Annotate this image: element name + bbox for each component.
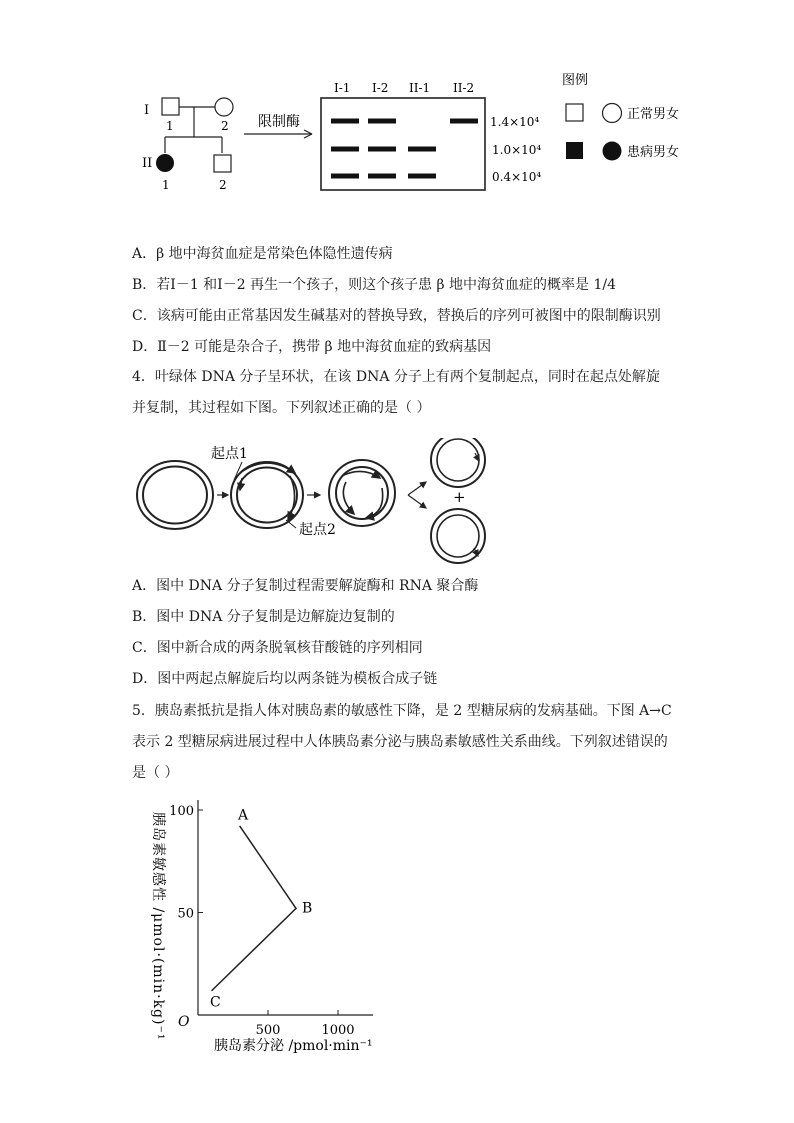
replicating-dna-inner bbox=[237, 468, 297, 523]
insulin-chart bbox=[130, 792, 390, 1064]
origin2-pointer bbox=[286, 520, 296, 528]
origin1-label: 起点1 bbox=[211, 446, 248, 462]
generation-2-label: II bbox=[142, 156, 153, 171]
y-axis-label: 胰岛素敏感性 /μmol·(min·kg)⁻¹ bbox=[150, 812, 166, 1041]
nascent-strand bbox=[240, 478, 242, 490]
gel-lane-label: I-2 bbox=[372, 81, 389, 95]
y-tick-label: 100 bbox=[169, 804, 194, 819]
point-label: A bbox=[238, 807, 249, 824]
gel-size-label: 0.4×10⁴ bbox=[492, 170, 542, 184]
legend-affected-male-icon bbox=[566, 142, 583, 159]
origin2-label: 起点2 bbox=[299, 522, 336, 538]
gel-band bbox=[368, 147, 396, 152]
data-point bbox=[295, 908, 297, 910]
circular-dna-outer bbox=[137, 461, 213, 529]
point-label: B bbox=[302, 900, 313, 917]
ii1-number: 1 bbox=[162, 178, 170, 192]
pedigree-i1-normal-male bbox=[162, 98, 179, 115]
gel-band bbox=[408, 174, 436, 179]
legend-normal-female-icon bbox=[603, 104, 622, 123]
i2-number: 2 bbox=[221, 119, 229, 133]
branch-arrow-down bbox=[408, 495, 426, 508]
legend-normal-label: 正常男女 bbox=[627, 107, 680, 122]
circular-dna-inner bbox=[143, 467, 207, 524]
q4-option-d: D．图中两起点解旋后均以两条链为模板合成子链 bbox=[132, 671, 438, 687]
pedigree-i2-normal-female bbox=[215, 98, 233, 116]
x-tick-label: 1000 bbox=[321, 1023, 355, 1038]
figure-dna-replication bbox=[130, 438, 500, 568]
plus-sign: + bbox=[453, 488, 466, 506]
data-point bbox=[239, 826, 241, 828]
legend-title: 图例 bbox=[562, 73, 589, 88]
branch-arrow-up bbox=[408, 482, 426, 495]
curve-a-b-c bbox=[212, 826, 296, 990]
x-tick-label: 500 bbox=[255, 1023, 281, 1038]
pedigree-ii2-normal-male bbox=[214, 155, 231, 172]
legend-affected-female-icon bbox=[603, 142, 622, 161]
late-new-strand-2 bbox=[366, 488, 383, 518]
gel-lane-label: I-1 bbox=[334, 81, 351, 95]
gel-band bbox=[331, 174, 359, 179]
legend-normal-male-icon bbox=[566, 104, 583, 121]
data-point bbox=[211, 990, 213, 992]
y-tick-label: 50 bbox=[177, 906, 194, 922]
point-label: C bbox=[210, 994, 221, 1011]
figure-pedigree-gel bbox=[130, 70, 690, 200]
i1-number: 1 bbox=[166, 119, 174, 133]
x-axis-label: 胰岛素分泌 /pmol·min⁻¹ bbox=[214, 1038, 373, 1054]
gel-size-label: 1.4×10⁴ bbox=[490, 115, 540, 129]
series-line bbox=[210, 807, 312, 1010]
gel-size-label: 1.0×10⁴ bbox=[492, 143, 542, 157]
q3-option-a: A．β 地中海贫血症是常染色体隐性遗传病 bbox=[132, 246, 393, 262]
gel-band bbox=[368, 174, 396, 179]
q3-option-c: C．该病可能由正常基因发生碱基对的替换导致，替换后的序列可被图中的限制酶识别 bbox=[132, 308, 661, 324]
ii2-number: 2 bbox=[219, 178, 227, 192]
q5-stem: 5．胰岛素抵抗是指人体对胰岛素的敏感性下降，是 2 型糖尿病的发病基础。下图 A→C 表示 2 型糖尿病进展过程中人体胰岛素分泌与胰岛素敏感性关系曲线。下列叙述错误的是（ ） bbox=[132, 703, 672, 781]
late-replication-outer bbox=[329, 460, 395, 526]
gel-lane-label: II-1 bbox=[409, 81, 431, 95]
gel-band bbox=[408, 147, 436, 152]
pedigree-ii1-affected-female bbox=[156, 154, 174, 172]
gel-lane-label: II-2 bbox=[453, 81, 475, 95]
q3-option-b: B．若Ⅰ－1 和Ⅰ－2 再生一个孩子，则这个孩子患 β 地中海贫血症的概率是 1/4 bbox=[132, 277, 617, 293]
q4-stem: 4．叶绿体 DNA 分子呈环状，在该 DNA 分子上有两个复制起点，同时在起点处解旋并复制，其过程如下图。下列叙述正确的是（ ） bbox=[132, 369, 660, 416]
gel-band bbox=[450, 119, 478, 124]
origin-label: O bbox=[178, 1014, 190, 1030]
daughter-dna-1-inner bbox=[437, 439, 479, 481]
generation-1-label: I bbox=[144, 103, 150, 118]
daughter-dna-2-inner bbox=[437, 515, 479, 557]
daughter-dna-1-outer bbox=[431, 438, 485, 487]
axis-ticks bbox=[169, 804, 354, 1038]
q4-option-a: A．图中 DNA 分子复制过程需要解旋酶和 RNA 聚合酶 bbox=[132, 578, 479, 594]
late-new-strand-3 bbox=[343, 482, 354, 514]
gel-band bbox=[331, 119, 359, 124]
gel-band bbox=[368, 119, 396, 124]
q4-option-b: B．图中 DNA 分子复制是边解旋边复制的 bbox=[132, 609, 395, 625]
restriction-enzyme-label: 限制酶 bbox=[258, 114, 300, 130]
q4-option-c: C．图中新合成的两条脱氧核苷酸链的序列相同 bbox=[132, 640, 423, 656]
gel-band bbox=[331, 147, 359, 152]
legend-affected-label: 患病男女 bbox=[627, 145, 680, 160]
q3-option-d: D．Ⅱ－2 可能是杂合子，携带 β 地中海贫血症的致病基因 bbox=[132, 339, 492, 355]
